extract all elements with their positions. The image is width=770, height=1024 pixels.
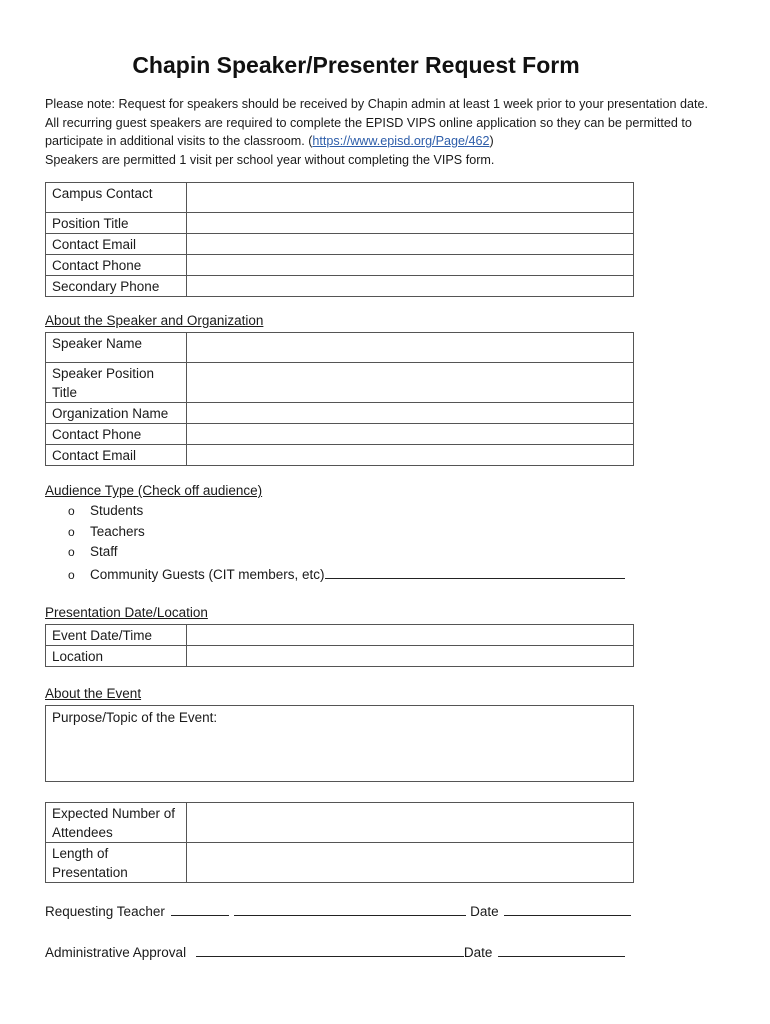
event-datetime-field[interactable] xyxy=(187,625,634,646)
secondary-phone-field[interactable] xyxy=(187,276,634,297)
audience-section-heading: Audience Type (Check off audience) xyxy=(45,483,263,498)
purpose-topic-field[interactable] xyxy=(46,706,634,782)
audience-option-staff[interactable]: o Staff xyxy=(68,544,118,559)
event-details-table xyxy=(45,802,634,883)
purpose-topic-label: Purpose/Topic of the Event: xyxy=(52,710,218,725)
organization-name-field[interactable] xyxy=(187,403,634,424)
position-title-label: Position Title xyxy=(46,213,187,234)
requesting-teacher-label: Requesting Teacher xyxy=(45,904,165,919)
secondary-phone-label: Secondary Phone xyxy=(46,276,187,297)
speaker-name-field[interactable] xyxy=(187,333,634,363)
audience-option-students[interactable]: o Students xyxy=(68,503,144,518)
checkbox-circle-icon[interactable]: o xyxy=(68,568,75,582)
speaker-contact-email-field[interactable] xyxy=(187,445,634,466)
teacher-date-line[interactable] xyxy=(504,902,631,916)
teacher-initial-line[interactable] xyxy=(171,902,229,916)
requesting-teacher-row xyxy=(45,902,631,919)
note-line-2: All recurring guest speakers are required to complete the EPISD VIPS online application so they can be permitted to xyxy=(45,115,692,130)
expected-attendees-label: Expected Number of Attendees xyxy=(46,803,187,843)
note-line-1: Please note: Request for speakers should be received by Chapin admin at least 1 week prior to your presentation date. xyxy=(45,97,708,111)
organization-name-label: Organization Name xyxy=(46,403,187,424)
speaker-table xyxy=(45,332,634,466)
speaker-position-label: Speaker Position Title xyxy=(46,363,187,403)
contact-phone-field[interactable] xyxy=(187,255,634,276)
vips-link[interactable]: https://www.episd.org/Page/462 xyxy=(312,134,490,148)
speaker-contact-email-label: Contact Email xyxy=(46,445,187,466)
speaker-section-heading: About the Speaker and Organization xyxy=(45,313,264,328)
presentation-table xyxy=(45,624,634,667)
audience-option-teachers[interactable]: o Teachers xyxy=(68,524,145,539)
speaker-position-field[interactable] xyxy=(187,363,634,403)
note-line-4: Speakers are permitted 1 visit per school year without completing the VIPS form. xyxy=(45,152,495,167)
event-datetime-label: Event Date/Time xyxy=(46,625,187,646)
location-field[interactable] xyxy=(187,646,634,667)
location-label: Location xyxy=(46,646,187,667)
instructions-note xyxy=(45,95,735,169)
campus-contact-label: Campus Contact xyxy=(46,183,187,213)
approval-date-line[interactable] xyxy=(498,943,625,957)
community-guests-line[interactable] xyxy=(325,565,625,579)
administrative-approval-label: Administrative Approval xyxy=(45,945,187,960)
campus-contact-table xyxy=(45,182,634,297)
contact-phone-label: Contact Phone xyxy=(46,255,187,276)
checkbox-circle-icon[interactable]: o xyxy=(68,504,75,518)
event-section-heading: About the Event xyxy=(45,686,142,701)
contact-email-label: Contact Email xyxy=(46,234,187,255)
approval-signature-line[interactable] xyxy=(196,943,464,957)
position-title-field[interactable] xyxy=(187,213,634,234)
length-of-presentation-label: Length of Presentation xyxy=(46,843,187,883)
note-line-3: participate in additional visits to the classroom. (https://www.episd.org/Page/462) xyxy=(45,134,494,148)
expected-attendees-field[interactable] xyxy=(187,803,634,843)
checkbox-circle-icon[interactable]: o xyxy=(68,525,75,539)
presentation-section-heading: Presentation Date/Location xyxy=(45,605,208,620)
speaker-contact-phone-label: Contact Phone xyxy=(46,424,187,445)
contact-email-field[interactable] xyxy=(187,234,634,255)
speaker-name-label: Speaker Name xyxy=(46,333,187,363)
page-title: Chapin Speaker/Presenter Request Form xyxy=(132,52,580,78)
administrative-approval-row xyxy=(45,943,625,960)
teacher-signature-line[interactable] xyxy=(234,902,466,916)
approval-date-label: Date xyxy=(463,945,493,960)
teacher-date-label: Date xyxy=(470,904,499,919)
speaker-contact-phone-field[interactable] xyxy=(187,424,634,445)
length-of-presentation-field[interactable] xyxy=(187,843,634,883)
audience-option-community[interactable]: o Community Guests (CIT members, etc) xyxy=(68,565,625,582)
purpose-table xyxy=(45,705,634,782)
campus-contact-field[interactable] xyxy=(187,183,634,213)
checkbox-circle-icon[interactable]: o xyxy=(68,545,75,559)
